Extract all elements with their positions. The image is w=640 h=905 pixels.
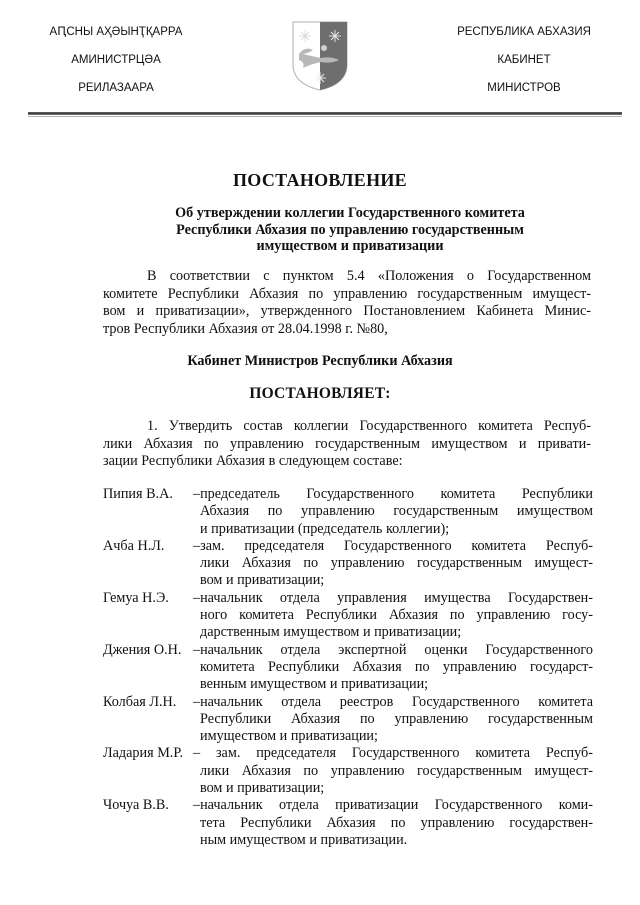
member-entry	[103, 538, 593, 590]
collegium-members-list	[103, 486, 593, 849]
member-role	[193, 797, 593, 849]
member-role-line: –председатель Государственного комитета Республики	[193, 486, 593, 502]
preamble-line: тров Республики Абхазия от 28.04.1998 г. №80,	[103, 320, 388, 337]
letterhead-russian	[424, 24, 624, 108]
member-name: Чочуа В.В.	[103, 797, 169, 814]
member-role-line: лики Абхазия по управлению государственным имущест-	[200, 555, 593, 572]
member-role-line: – зам. председателя Государственного комитета Респуб-	[193, 745, 593, 762]
member-role-line: и приватизации (председатель коллегии);	[200, 520, 450, 537]
letterhead-abkhaz	[16, 24, 216, 108]
member-role-line: тета Республики Абхазия по управлению государствен-	[200, 814, 593, 831]
member-entry	[103, 590, 593, 642]
member-role-line: дарственным имуществом и приватизации;	[200, 624, 462, 641]
preamble-line: комитете Республики Абхазия по управлению государственным имущест-	[103, 285, 591, 302]
preamble-line: вом и приватизации», утвержденного Постановлением Кабинета Минис-	[103, 303, 591, 319]
member-role	[193, 693, 593, 746]
document-subtitle	[130, 205, 570, 255]
member-role-line: венным имуществом и приватизации;	[200, 676, 429, 693]
document-title: ПОСТАНОВЛЕНИЕ	[233, 170, 407, 190]
member-role-line: имуществом и приватизации;	[200, 728, 378, 745]
member-role	[193, 537, 593, 590]
item-1-line: лики Абхазия по управлению государственным имуществом и привати-	[103, 435, 591, 452]
member-entry	[103, 745, 593, 797]
member-name: Ачба Н.Л.	[103, 537, 165, 554]
member-role	[193, 589, 593, 642]
issuer-heading: Кабинет Министров Республики Абхазия	[187, 353, 453, 369]
member-role-line: Республики Абхазия по управлению государственным	[200, 710, 593, 727]
member-role	[193, 486, 593, 538]
member-name: Пипия В.А.	[103, 486, 173, 502]
member-name: Джения О.Н.	[103, 641, 182, 658]
letterhead-russian-line-2: КАБИНЕТ	[497, 54, 551, 66]
letterhead-divider	[28, 112, 622, 115]
member-role-line: –начальник отдела экспертной оценки Государственного	[193, 641, 593, 658]
member-name: Гемуа Н.Э.	[103, 589, 169, 606]
preamble-line: В соответствии с пунктом 5.4 «Положения о Государственном	[147, 268, 591, 284]
member-name: Колбая Л.Н.	[103, 693, 177, 710]
subtitle-line: имуществом и приватизации	[256, 238, 444, 254]
member-role-line: вом и приватизации;	[200, 780, 325, 797]
letterhead-divider-thin	[28, 116, 622, 117]
decree-heading: ПОСТАНОВЛЯЕТ:	[249, 385, 391, 402]
member-role-line: ного комитета Республики Абхазия по управлению госу-	[200, 607, 593, 624]
member-role-line: комитета Республики Абхазия по управлению государст-	[200, 658, 593, 675]
member-role	[193, 745, 593, 797]
member-entry	[103, 642, 593, 694]
item-1-paragraph	[103, 418, 591, 471]
subtitle-line: Республики Абхазия по управлению государственным	[176, 221, 524, 238]
member-role-line: –начальник отдела приватизации Государственного коми-	[193, 797, 593, 814]
letterhead-abkhaz-line-2: АМИНИСТРЦӘА	[71, 54, 161, 66]
letterhead-abkhaz-line-1: АԤСНЫ АҲӘЫНҬҚАРРА	[49, 26, 183, 38]
subtitle-line: Об утверждении коллегии Государственного комитета	[175, 205, 525, 221]
member-role-line: лики Абхазия по управлению государственным имущест-	[200, 762, 593, 779]
member-role-line: ным имуществом и приватизации.	[200, 831, 408, 848]
item-1-line: 1. Утвердить состав коллегии Государственного комитета Респуб-	[147, 418, 591, 434]
letterhead-abkhaz-line-3: РЕИЛАЗААРА	[78, 82, 154, 94]
member-role-line: –начальник отдела управления имущества Государствен-	[193, 589, 593, 606]
letterhead-russian-line-3: МИНИСТРОВ	[487, 82, 561, 94]
coat-of-arms-icon	[291, 20, 349, 92]
item-1-line: зации Республики Абхазия в следующем составе:	[103, 453, 403, 469]
member-entry	[103, 486, 593, 538]
member-role-line: Абхазия по управлению государственным имуществом	[200, 503, 593, 520]
member-role-line: –зам. председателя Государственного комитета Респуб-	[193, 537, 593, 554]
member-role	[193, 641, 593, 694]
member-entry	[103, 694, 593, 746]
member-name: Ладария М.Р.	[103, 745, 184, 762]
letterhead-russian-line-1: РЕСПУБЛИКА АБХАЗИЯ	[457, 26, 591, 38]
preamble-paragraph	[103, 268, 591, 338]
member-entry	[103, 797, 593, 849]
member-role-line: вом и приватизации;	[200, 572, 325, 589]
member-role-line: –начальник отдела реестров Государственного комитета	[193, 693, 593, 710]
